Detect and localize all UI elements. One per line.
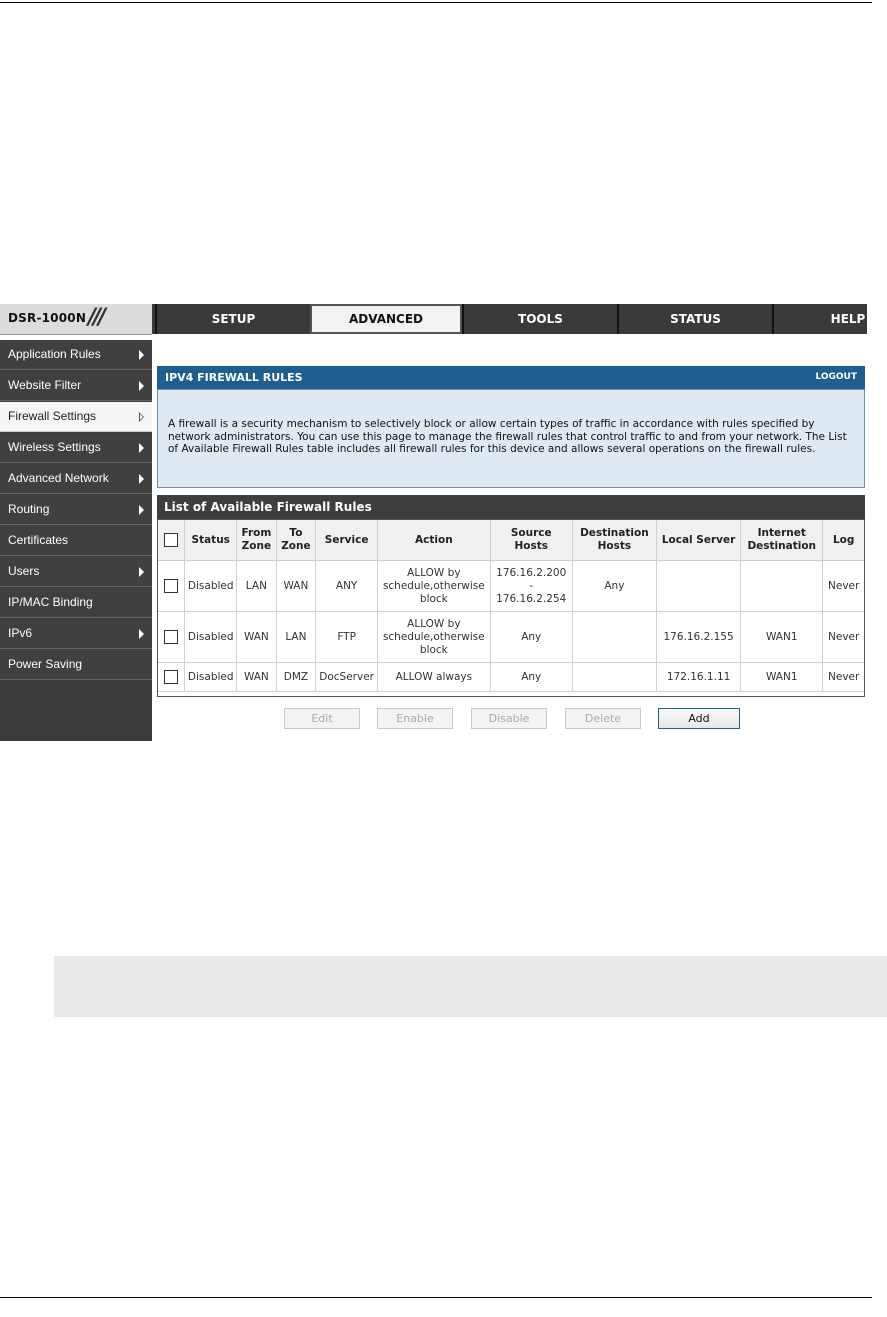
- col-action: Action: [378, 520, 491, 561]
- delete-button[interactable]: Delete: [565, 708, 641, 729]
- cell-source-hosts: Any: [490, 663, 572, 692]
- description-box: [157, 389, 865, 488]
- top-navigation: [0, 304, 867, 334]
- chevron-right-icon: [139, 629, 144, 639]
- chevron-right-icon: [139, 474, 144, 484]
- col-to-zone: To Zone: [276, 520, 316, 561]
- table-header-row: [158, 520, 865, 561]
- sidebar-item-certificates[interactable]: [0, 526, 152, 556]
- cell-destination-hosts: [572, 663, 656, 692]
- cell-service: FTP: [316, 612, 378, 663]
- cell-local-server: 172.16.1.11: [656, 663, 740, 692]
- col-destination-hosts: Destination Hosts: [572, 520, 656, 561]
- cell-from-zone: LAN: [237, 561, 277, 612]
- brand-slashes: ///: [88, 305, 104, 330]
- tab-advanced[interactable]: ADVANCED: [310, 304, 462, 334]
- cell-status: Disabled: [185, 612, 237, 663]
- sidebar-item-power-saving[interactable]: [0, 650, 152, 680]
- cell-action: ALLOW by schedule,otherwise block: [378, 561, 491, 612]
- cell-internet-destination: WAN1: [741, 663, 823, 692]
- edit-button[interactable]: Edit: [284, 708, 360, 729]
- add-button[interactable]: Add: [658, 708, 740, 729]
- row-select-cell: [158, 663, 185, 692]
- cell-service: DocServer: [316, 663, 378, 692]
- col-log: Log: [823, 520, 865, 561]
- cell-source-hosts: Any: [490, 612, 572, 663]
- sidebar-item-label: Power Saving: [8, 657, 83, 671]
- sidebar-item-ipv6[interactable]: [0, 619, 152, 649]
- cell-source-hosts: [490, 561, 572, 612]
- select-all-checkbox[interactable]: [164, 533, 178, 547]
- cell-log: Never: [823, 561, 865, 612]
- logout-link[interactable]: LOGOUT: [815, 372, 857, 382]
- cell-local-server: 176.16.2.155: [656, 612, 740, 663]
- select-all-header: [158, 520, 185, 561]
- cell-action: ALLOW by schedule,otherwise block: [378, 612, 491, 663]
- sidebar-item-label: Firewall Settings: [8, 409, 97, 423]
- page-bottom-rule: [0, 1297, 872, 1298]
- sidebar-item-website-filter[interactable]: [0, 371, 152, 401]
- sidebar-item-label: IPv6: [8, 626, 33, 640]
- cell-internet-destination: [741, 561, 823, 612]
- panel-header: [157, 366, 865, 389]
- source-range-start: 176.16.2.200: [496, 566, 567, 579]
- sidebar-item-routing[interactable]: [0, 495, 152, 525]
- sidebar-item-users[interactable]: [0, 557, 152, 587]
- cell-destination-hosts: [572, 612, 656, 663]
- row-checkbox[interactable]: [164, 630, 178, 644]
- chevron-right-icon: [139, 350, 144, 360]
- note-box: [54, 956, 887, 1017]
- cell-to-zone: DMZ: [276, 663, 316, 692]
- tab-help[interactable]: HELP: [772, 304, 867, 334]
- cell-internet-destination: WAN1: [741, 612, 823, 663]
- sidebar-item-label: Advanced Network: [8, 471, 109, 485]
- col-local-server: Local Server: [656, 520, 740, 561]
- sidebar-item-label: Routing: [8, 502, 50, 516]
- chevron-right-icon: [139, 443, 144, 453]
- row-checkbox[interactable]: [164, 670, 178, 684]
- tab-tools[interactable]: TOOLS: [462, 304, 617, 334]
- sidebar-item-label: IP/MAC Binding: [8, 595, 93, 609]
- row-select-cell: [158, 612, 185, 663]
- row-checkbox[interactable]: [164, 579, 178, 593]
- cell-action: ALLOW always: [378, 663, 491, 692]
- source-range-dash: -: [529, 579, 534, 592]
- cell-log: Never: [823, 612, 865, 663]
- sidebar-item-label: Certificates: [8, 533, 69, 547]
- table-row[interactable]: [158, 663, 865, 692]
- cell-local-server: [656, 561, 740, 612]
- page-title: IPV4 FIREWALL RULES: [165, 371, 303, 384]
- enable-button[interactable]: Enable: [377, 708, 453, 729]
- col-internet-destination: Internet Destination: [741, 520, 823, 561]
- chevron-right-outline-icon: [139, 412, 144, 422]
- cell-from-zone: WAN: [237, 612, 277, 663]
- cell-to-zone: WAN: [276, 561, 316, 612]
- chevron-right-icon: [139, 381, 144, 391]
- sidebar-item-advanced-network[interactable]: [0, 464, 152, 494]
- cell-status: Disabled: [185, 663, 237, 692]
- table-row[interactable]: [158, 561, 865, 612]
- row-select-cell: [158, 561, 185, 612]
- sidebar-item-label: Application Rules: [8, 347, 101, 361]
- firewall-rules-table: [157, 519, 865, 692]
- chevron-right-icon: [139, 567, 144, 577]
- disable-button[interactable]: Disable: [471, 708, 547, 729]
- chevron-right-icon: [139, 505, 144, 515]
- sidebar-item-label: Users: [8, 564, 40, 578]
- col-source-hosts: Source Hosts: [490, 520, 572, 561]
- sidebar-item-application-rules[interactable]: [0, 340, 152, 370]
- sidebar-item-ip-mac-binding[interactable]: [0, 588, 152, 618]
- col-status: Status: [185, 520, 237, 561]
- tab-status[interactable]: STATUS: [617, 304, 772, 334]
- brand-name: DSR-1000N: [8, 311, 87, 325]
- cell-status: Disabled: [185, 561, 237, 612]
- cell-service: ANY: [316, 561, 378, 612]
- sidebar-item-label: Website Filter: [8, 378, 82, 392]
- page-top-rule: [0, 2, 872, 3]
- sidebar-item-label: Wireless Settings: [8, 440, 101, 454]
- col-service: Service: [316, 520, 378, 561]
- description-text: A firewall is a security mechanism to selectively block or allow certain types of traffic in accordance with rules specified by network administrators. You can use this page to manage the firewall rules that control traffic to and from your network. The List of Available Firewall Rules table includes all firewall rules for this device and allows several operations on the firewall rules.: [168, 418, 847, 455]
- cell-from-zone: WAN: [237, 663, 277, 692]
- sidebar-item-firewall-settings[interactable]: [0, 402, 152, 432]
- table-row[interactable]: [158, 612, 865, 663]
- router-admin-screenshot: [0, 304, 867, 741]
- sidebar-item-wireless-settings[interactable]: [0, 433, 152, 463]
- cell-to-zone: LAN: [276, 612, 316, 663]
- cell-destination-hosts: Any: [572, 561, 656, 612]
- col-from-zone: From Zone: [237, 520, 277, 561]
- tab-setup[interactable]: SETUP: [155, 304, 310, 334]
- cell-log: Never: [823, 663, 865, 692]
- table-title: List of Available Firewall Rules: [157, 495, 865, 519]
- source-range-end: 176.16.2.254: [496, 592, 567, 605]
- brand-logo: [0, 304, 152, 335]
- sidebar: [0, 340, 152, 741]
